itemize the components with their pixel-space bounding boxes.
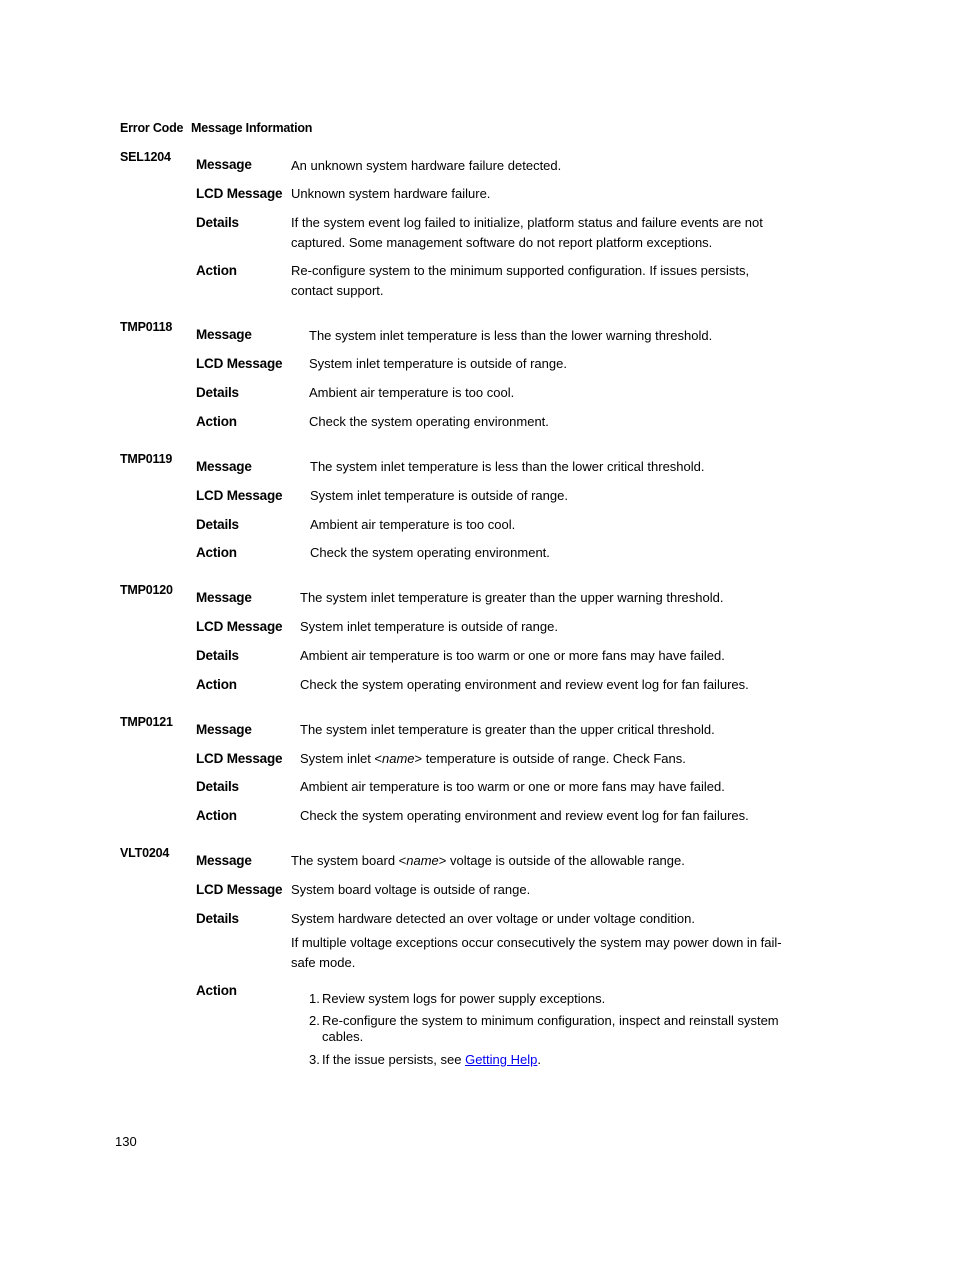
row-label: LCD Message <box>196 186 283 201</box>
step-number: 3. <box>309 1052 320 1067</box>
header-error-code: Error Code <box>120 121 184 135</box>
step-text: Review system logs for power supply exceptions. <box>322 991 606 1006</box>
error-code: VLT0204 <box>120 846 170 860</box>
row-text: System hardware detected an over voltage or under voltage condition. <box>291 911 695 926</box>
row-label: Message <box>196 327 252 342</box>
row-label: LCD Message <box>196 882 283 897</box>
error-code: TMP0121 <box>120 715 173 729</box>
row-label: LCD Message <box>196 356 283 371</box>
step-text: Re-configure the system to minimum configuration, inspect and reinstall system cables. <box>322 1013 779 1044</box>
row-label: LCD Message <box>196 751 283 766</box>
row-text: Ambient air temperature is too warm or one or more fans may have failed. <box>300 648 725 663</box>
row-label: Details <box>196 779 239 794</box>
row-label: Action <box>196 545 237 560</box>
error-code: TMP0120 <box>120 583 173 597</box>
row-text: The system inlet temperature is greater than the upper warning threshold. <box>300 590 724 605</box>
row-text: The system inlet temperature is less than the lower warning threshold. <box>309 328 713 343</box>
row-text: Check the system operating environment. <box>310 545 550 560</box>
step-text: If the issue persists, see Getting Help. <box>322 1052 541 1067</box>
row-text: Check the system operating environment and review event log for fan failures. <box>300 808 749 823</box>
row-label: Action <box>196 983 237 998</box>
row-text: The system inlet temperature is less than the lower critical threshold. <box>310 459 705 474</box>
page-number: 130 <box>115 1134 137 1149</box>
row-text: System board voltage is outside of range. <box>291 882 531 897</box>
row-text: Check the system operating environment. <box>309 414 549 429</box>
row-text: The system board <name> voltage is outside of the allowable range. <box>291 853 685 868</box>
row-label: Details <box>196 517 239 532</box>
error-code: TMP0118 <box>120 320 173 334</box>
row-label: Message <box>196 459 252 474</box>
header-message-information: Message Information <box>191 121 313 135</box>
row-label: Details <box>196 215 239 230</box>
row-text: Re-configure system to the minimum supported configuration. If issues persists, contact support. <box>291 263 750 298</box>
row-text: System inlet temperature is outside of range. <box>300 619 558 634</box>
row-text: Unknown system hardware failure. <box>291 186 491 201</box>
step-number: 2. <box>309 1013 320 1028</box>
row-label: Details <box>196 911 239 926</box>
row-label: Action <box>196 263 237 278</box>
row-label: Message <box>196 722 252 737</box>
row-label: Details <box>196 385 239 400</box>
row-text: System inlet temperature is outside of range. <box>309 356 567 371</box>
row-text: The system inlet temperature is greater than the upper critical threshold. <box>300 722 715 737</box>
getting-help-link[interactable]: Getting Help <box>465 1052 538 1067</box>
placeholder-name: name <box>406 853 439 868</box>
error-code: SEL1204 <box>120 150 171 164</box>
row-text: Ambient air temperature is too warm or one or more fans may have failed. <box>300 779 725 794</box>
row-label: Message <box>196 853 252 868</box>
row-text: Ambient air temperature is too cool. <box>309 385 515 400</box>
error-code: TMP0119 <box>120 452 173 466</box>
row-text: If the system event log failed to initialize, platform status and failure events are not captured. Some management software do not report platform exceptions. <box>291 215 763 250</box>
row-label: LCD Message <box>196 619 283 634</box>
row-text: System inlet temperature is outside of range. <box>310 488 568 503</box>
row-text: Ambient air temperature is too cool. <box>310 517 516 532</box>
row-label: LCD Message <box>196 488 283 503</box>
row-text-continued: If multiple voltage exceptions occur consecutively the system may power down in fail-safe mode. <box>291 935 782 970</box>
row-label: Details <box>196 648 239 663</box>
row-text: System inlet <name> temperature is outside of range. Check Fans. <box>300 751 686 766</box>
row-text: Check the system operating environment and review event log for fan failures. <box>300 677 749 692</box>
row-label: Action <box>196 808 237 823</box>
step-number: 1. <box>309 991 320 1006</box>
placeholder-name: name <box>382 751 415 766</box>
row-text: An unknown system hardware failure detected. <box>291 158 562 173</box>
row-label: Message <box>196 157 252 172</box>
row-label: Action <box>196 414 237 429</box>
row-label: Action <box>196 677 237 692</box>
row-label: Message <box>196 590 252 605</box>
